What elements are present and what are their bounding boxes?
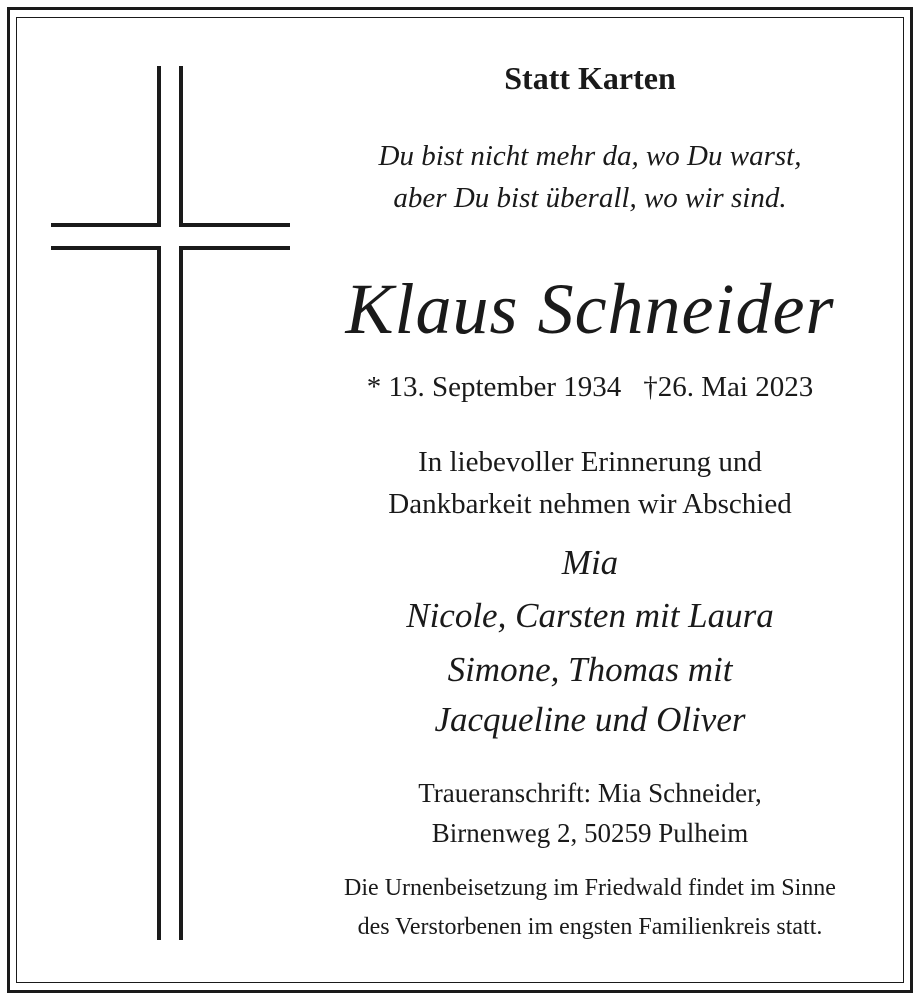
quote-line-1: Du bist nicht mehr da, wo Du warst, <box>378 140 802 172</box>
family-line-3: Simone, Thomas mit <box>447 650 733 689</box>
intro-line-1: In liebevoller Erinnerung und <box>418 446 762 478</box>
family-line-2: Nicole, Carsten mit Laura <box>406 596 774 635</box>
quote-line-2: aber Du bist überall, wo wir sind. <box>393 182 787 214</box>
family-line-1: Mia <box>561 543 619 582</box>
life-dates <box>300 371 880 404</box>
note-line-1: Die Urnenbeisetzung im Friedwald findet im Sinne <box>344 875 836 901</box>
birth-date: 13. September 1934 <box>388 371 622 403</box>
death-date: 26. Mai 2023 <box>657 371 814 403</box>
note-line-2: des Verstorbenen im engsten Familienkreis statt. <box>357 914 823 940</box>
address-line-2: Birnenweg 2, 50259 Pulheim <box>431 818 749 848</box>
address-line-1: Traueranschrift: Mia Schneider, <box>418 778 762 808</box>
birth-symbol: * <box>366 371 382 403</box>
intro-line-2: Dankbarkeit nehmen wir Abschied <box>388 488 792 520</box>
deceased-name: Klaus Schneider <box>345 269 835 349</box>
death-symbol: † <box>643 371 658 403</box>
family-line-4: Jacqueline und Oliver <box>434 700 746 739</box>
heading: Statt Karten <box>504 60 676 96</box>
